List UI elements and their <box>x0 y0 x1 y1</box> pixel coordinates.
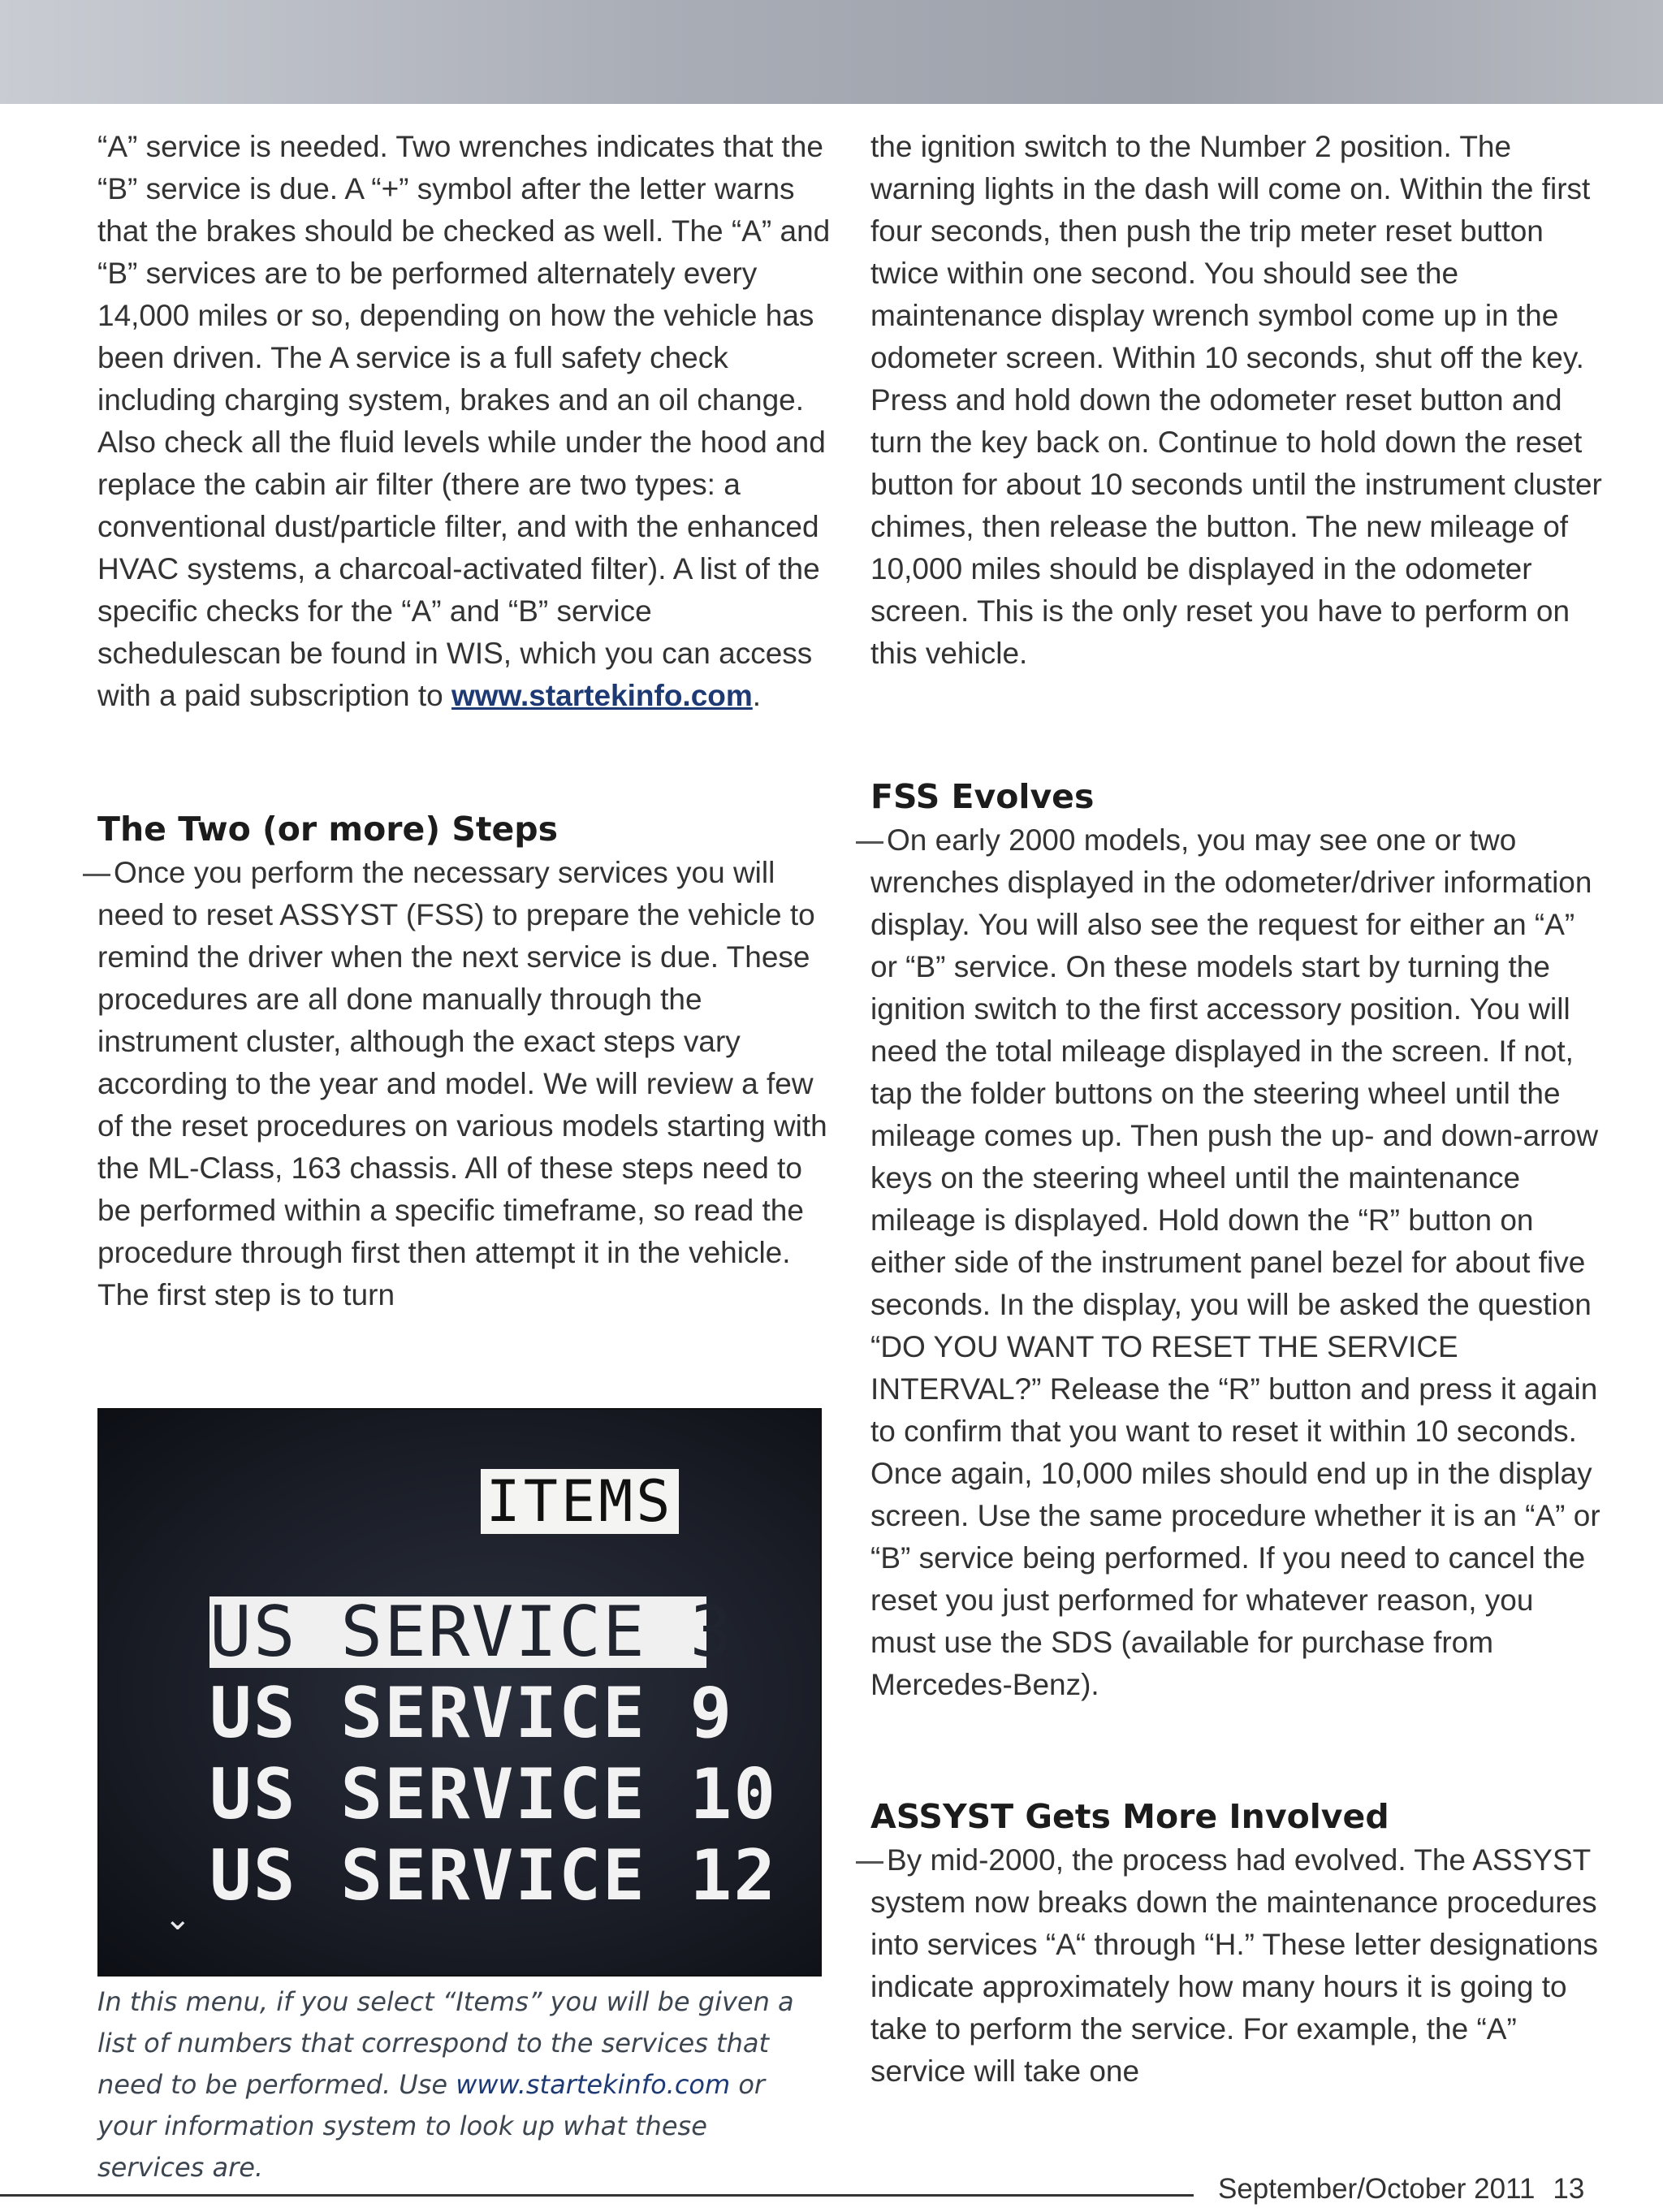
startekinfo-link[interactable]: www.startekinfo.com <box>451 679 753 712</box>
intro-text: “A” service is needed. Two wrenches indicates that the “B” service is due. A “+” symbol after the letter warns that the brakes should be checked as well. The “A” and “B” services are to be performed alternately every 14,000 miles or so, depending on how the vehicle has been driven. The A service is a full safety check including charging system, brakes and an oil change. Also check all the fluid levels while under the hood and replace the cabin air filter (there are two types: a conventional dust/particle filter, and with the enhanced HVAC systems, a charcoal-activated filter). A list of the specific checks for the “A” and “B” service schedulescan be found in WIS, which you can access with a paid subscription to <box>97 130 831 712</box>
two-steps-text: Once you perform the necessary services you will need to reset ASSYST (FSS) to prepare the vehicle to remind the driver when the next service is due. These procedures are all done manually through the instrument cluster, although the exact steps vary according to the year and model. We will review a few of the reset procedures on various models starting with the ML-Class, 163 chassis. All of these steps need to be performed within a specific timeframe, so read the procedure through first then attempt it in the vehicle. The first step is to turn <box>97 856 827 1311</box>
intro-period: . <box>752 679 762 712</box>
lcd-menu-row: US SERVICE 9 <box>209 1673 734 1754</box>
intro-paragraph <box>97 126 832 717</box>
instrument-display-photo <box>97 1408 822 1977</box>
page-footer <box>1218 2173 1624 2206</box>
figure-caption <box>97 1981 812 2188</box>
lead-dash <box>856 1861 883 1864</box>
fss-evolves-text: On early 2000 models, you may see one or two wrenches displayed in the odometer/driver information display. You will also see the request for either an “A” or “B” service. On these models start by turning the ignition switch to the first accessory position. You will need the total mileage displayed in the screen. If not, tap the folder buttons on the steering wheel until the mileage comes up. Then push the up- and down-arrow keys on the steering wheel until the maintenance mileage is displayed. Hold down the “R” button on either side of the instrument panel bezel for about five seconds. In the display, you will be asked the question “DO YOU WANT TO RESET THE SERVICE INTERVAL?” Release the “R” button and press it again to confirm that you want to reset it within 10 seconds. Once again, 10,000 miles should end up in the display screen. Use the same procedure whether it is an “A” or “B” service being performed. If you need to cancel the reset you just performed for whatever reason, you must use the SDS (available for purchase from Mercedes-Benz). <box>870 823 1600 1701</box>
continued-paragraph: the ignition switch to the Number 2 position. The warning lights in the dash will come on. Within the first four seconds, then push the trip meter reset button twice within one second. You should see the maintenance display wrench symbol come up in the odometer screen. Within 10 seconds, shut off the key. Press and hold down the odometer reset button and turn the key back on. Continue to hold down the reset button for about 10 seconds until the instrument cluster chimes, then release the button. The new mileage of 10,000 miles should be displayed in the odometer screen. This is the only reset you have to perform on this vehicle. <box>870 130 1602 670</box>
lcd-menu-row: US SERVICE 12 <box>209 1835 778 1916</box>
caption-text: In this menu, if you select “Items” you will be given a list of numbers that correspond to the services that need to be performed. Use <box>97 1986 794 2100</box>
two-steps-paragraph <box>97 852 832 1316</box>
lcd-items-label: ITEMS <box>481 1469 679 1534</box>
section-heading-two-steps: The Two (or more) Steps <box>97 810 559 849</box>
lcd-menu-row: US SERVICE 10 <box>209 1754 778 1835</box>
assyst-paragraph <box>870 1839 1605 2093</box>
caption-text-end: or your information system to look up what these services are. <box>97 2069 766 2183</box>
header-bar <box>0 0 1663 104</box>
fss-evolves-paragraph <box>870 819 1605 1706</box>
section-heading-assyst: ASSYST Gets More Involved <box>870 1797 1389 1836</box>
section-heading-fss-evolves: FSS Evolves <box>870 777 1095 816</box>
caption-link[interactable]: www.startekinfo.com <box>456 2069 731 2100</box>
issue-date: September/October 2011 <box>1218 2173 1536 2205</box>
footer-rule <box>0 2194 1194 2197</box>
lead-dash <box>83 874 110 876</box>
lcd-menu-row-selected: US SERVICE 3 <box>209 1592 734 1673</box>
lead-dash <box>856 841 883 844</box>
chevron-down-icon: ⌄ <box>164 1900 192 1938</box>
right-column <box>870 126 1605 2093</box>
assyst-text: By mid-2000, the process had evolved. The ASSYST system now breaks down the maintenance procedures into services “A“ through “H.” These letter designations indicate approximately how many hours it is going to take to perform the service. For example, the “A” service will take one <box>870 1843 1598 2088</box>
page-number: 13 <box>1553 2173 1585 2205</box>
left-column <box>97 126 832 1316</box>
